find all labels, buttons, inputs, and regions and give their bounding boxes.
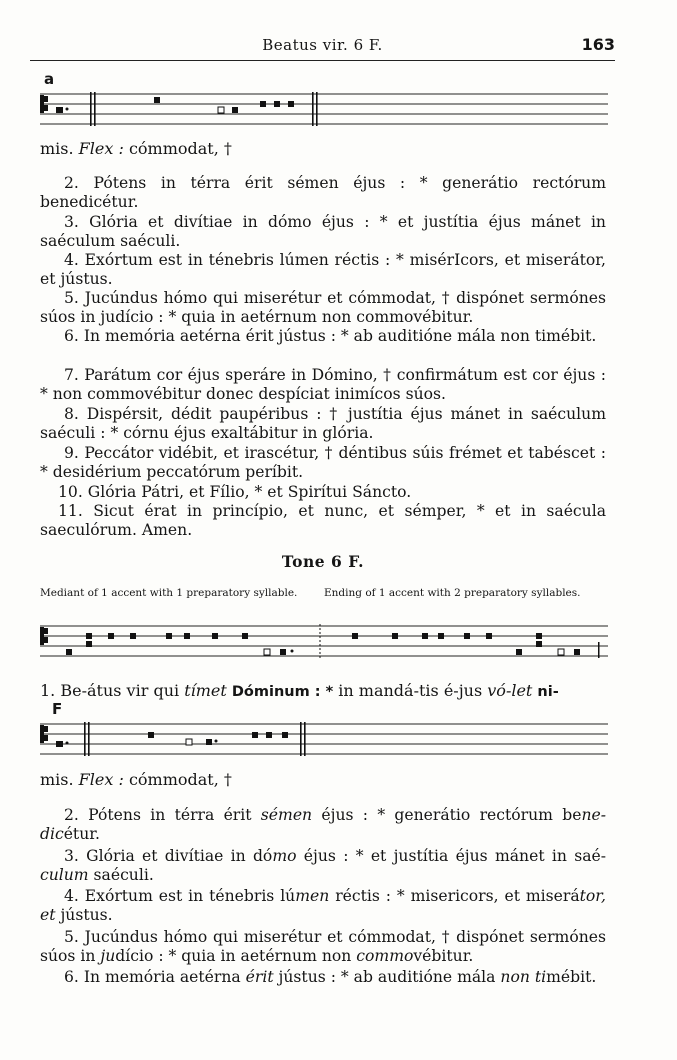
flex-prefix: mis. (40, 770, 79, 789)
underlay-part2: in mandá-tis é-jus (333, 681, 488, 700)
chant-staff-tone (36, 620, 608, 668)
verse-2 (40, 174, 606, 211)
verse-text: éjus : * generátio rectórum be (312, 806, 582, 824)
verse-b-6 (40, 968, 606, 987)
verse-text: 4. Exórtum est in ténebris lú (64, 887, 296, 905)
verse-7 (40, 366, 606, 403)
verse-text: jústus : * ab auditióne mála (273, 968, 501, 986)
verse-text: 2. Pótens in térra érit (64, 806, 261, 824)
verse-text: Exórtum est in ténebris lúmen réctis : * misérIcors, et miserátor, et jústus. (40, 251, 606, 288)
verse-text: Pótens in térra érit sémen éjus : * generátio rectórum benedicétur. (40, 174, 606, 211)
verse-number: 3. (64, 213, 90, 231)
header-rule (30, 60, 615, 61)
verse-text: Dispérsit, dédit paupéribus : † justítia éjus mánet in saéculum saéculi : * córnu éjus exaltábitur in glória. (40, 405, 607, 442)
verse-text: 3. Glória et divítiae in dó (64, 847, 273, 865)
verse-accent: ju (100, 946, 116, 965)
verse-accent: sémen (260, 806, 313, 824)
flex-text: cómmodat, † (123, 139, 232, 158)
flex-line-bottom (40, 770, 610, 789)
verse-number: 6. (64, 327, 84, 345)
verse-text: Glória Pátri, et Fílio, * et Spirítui Sáncto. (87, 483, 412, 501)
verse-8 (40, 405, 606, 442)
verse-text: éjus : * et justítia éjus mánet in saé- (296, 847, 606, 865)
verse-accent: men (295, 887, 330, 905)
verse-text: In memória aetérna érit jústus : * ab auditióne mála non timébit. (83, 327, 597, 345)
flex-prefix: mis. (40, 139, 79, 158)
tone-title: Tone 6 F. (281, 552, 365, 571)
verse-11 (40, 502, 606, 539)
verse-accent: non (500, 968, 530, 986)
underlay-timet: tímet (184, 681, 227, 700)
verse-accent: ti (529, 968, 547, 986)
verse-number: 11. (58, 502, 94, 520)
verse-text: Sicut érat in princípio, et nunc, et sémper, * et in saécula saeculórum. Amen. (40, 502, 606, 539)
chant-staff-bottom (36, 718, 608, 766)
verse-text: saéculi. (88, 865, 154, 884)
flex-label: Flex : (78, 770, 124, 789)
page-number: 163 (581, 35, 615, 54)
verse-text: Glória et divítiae in dómo éjus : * et justítia éjus mánet in saéculum saéculi. (40, 213, 606, 250)
running-head (30, 34, 615, 58)
verse-5 (40, 289, 606, 326)
termination-letter-bottom: F (52, 700, 63, 718)
verse-number: 7. (64, 366, 85, 384)
verse-text: 5. Jucúndus hómo qui miserétur et cómmodat, † dispónet sermónes súos in (40, 928, 606, 965)
verse-number: 8. (64, 405, 87, 423)
verse-number: 5. (64, 289, 85, 307)
verse-3 (40, 213, 606, 250)
underlay-part1: 1. Be-átus vir qui (40, 681, 185, 700)
underlay-volet: vó-let (487, 681, 533, 700)
chant-underlay (40, 681, 559, 700)
verse-text: vébitur. (413, 946, 474, 965)
underlay-ni: ni- (532, 684, 559, 700)
verse-accent: tor, (579, 887, 606, 905)
verse-text: étur. (63, 824, 100, 843)
verse-9 (40, 444, 606, 481)
running-title: Beatus vir. 6 F. (262, 36, 383, 54)
verse-b-4 (40, 887, 606, 924)
verse-text: Parátum cor éjus speráre in Dómino, † confirmátum est cor éjus : * non commovébitur donec despíciat inimícos súos. (40, 366, 606, 403)
verse-text: mébit. (546, 968, 597, 986)
verse-b-2 (40, 806, 606, 843)
verse-accent: mo (272, 847, 297, 865)
mediant-description: Mediant of 1 accent with 1 preparatory syllable. (40, 587, 298, 599)
verse-10 (40, 483, 606, 502)
verse-text: Jucúndus hómo qui miserétur et cómmodat, † dispónet sermónes súos in judício : * quia in aetérnum non commovébitur. (40, 289, 606, 326)
verse-text: 6. In memória aetérna (64, 968, 246, 986)
verse-b-3 (40, 847, 606, 884)
termination-letter: a (44, 70, 55, 88)
verse-accent: ne- (581, 806, 606, 824)
verse-b-5 (40, 928, 606, 965)
verse-number: 2. (64, 174, 94, 192)
verse-text: dício : * quia in aetérnum non (115, 946, 357, 965)
verse-number: 4. (64, 251, 85, 269)
flex-line-top (40, 139, 610, 158)
flex-text: cómmodat, † (123, 770, 232, 789)
verse-text: Peccátor vidébit, et irascétur, † déntibus súis frémet et tabéscet : * desidérium peccatórum períbit. (40, 444, 606, 481)
verse-text: réctis : * misericors, et miserá (329, 887, 580, 905)
chant-staff-top (36, 88, 608, 136)
verse-number: 10. (58, 483, 88, 501)
ending-description: Ending of 1 accent with 2 preparatory syllables. (324, 587, 581, 599)
verse-accent: dic (40, 824, 64, 843)
verse-accent: et (40, 905, 56, 924)
flex-label: Flex : (78, 139, 124, 158)
underlay-dominum: Dóminum : * (226, 684, 334, 700)
verse-text: jústus. (55, 905, 113, 924)
verse-accent: culum (40, 865, 89, 884)
verse-6 (40, 327, 606, 346)
verse-accent: commo (356, 946, 414, 965)
verse-number: 9. (64, 444, 85, 462)
verse-accent: érit (245, 968, 274, 986)
verse-4 (40, 251, 606, 288)
